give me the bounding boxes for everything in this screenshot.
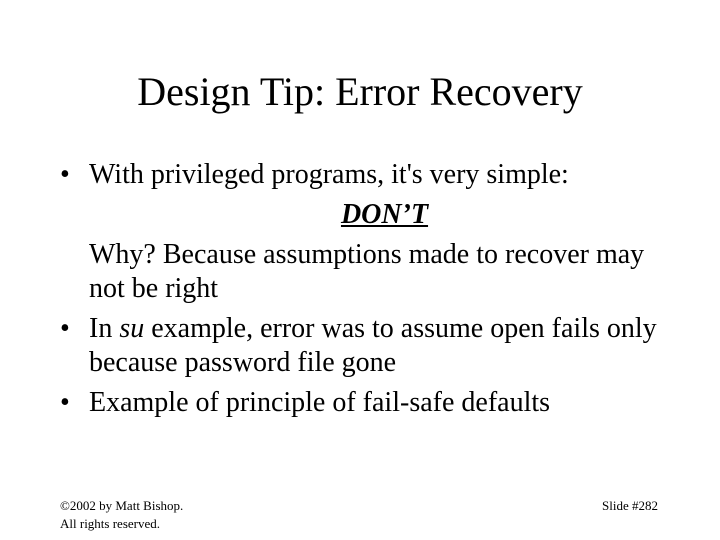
- footer-copyright: [60, 497, 183, 533]
- bullet-text-post: example, error was to assume open fails only because password file gone: [89, 313, 657, 378]
- bullet-dot-icon: •: [60, 313, 70, 344]
- bullet-dot-icon: •: [60, 159, 70, 190]
- slide-title: Design Tip: Error Recovery: [137, 69, 583, 114]
- rights-line: All rights reserved.: [60, 516, 161, 531]
- bullet-item: [60, 158, 680, 192]
- bullet-text-italic: su: [119, 313, 145, 344]
- slide-number: Slide #282: [602, 498, 658, 513]
- slide-body: [60, 158, 680, 420]
- follow-up-text: Why? Because assumptions made to recover may not be right: [89, 239, 645, 304]
- bullet-text: With privileged programs, it's very simple:: [89, 159, 569, 190]
- bullet-text: Example of principle of fail-safe defaults: [89, 387, 551, 418]
- emphasis-text: DON’T: [340, 199, 429, 230]
- copyright-line: ©2002 by Matt Bishop.: [60, 498, 184, 513]
- bullet-dot-icon: •: [60, 387, 70, 418]
- bullet-item: [60, 312, 680, 380]
- bullet-text-pre: In: [89, 313, 120, 344]
- bullet-item: [60, 386, 680, 420]
